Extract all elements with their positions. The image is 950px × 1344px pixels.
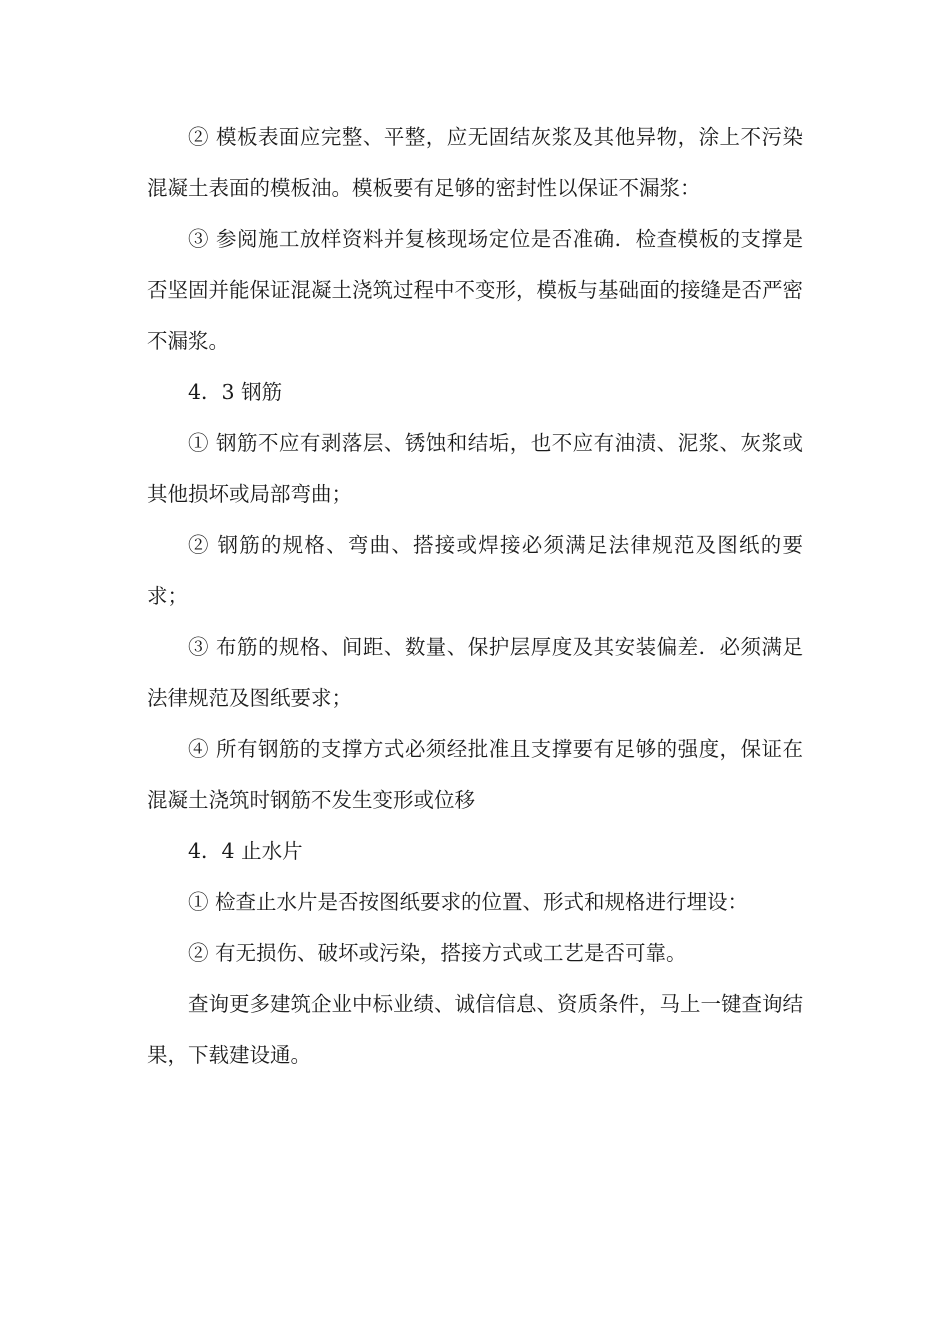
- paragraph-formwork-support: ③ 参阅施工放样资料并复核现场定位是否准确．检查模板的支撑是否坚固并能保证混凝土浇筑过程中不变形，模板与基础面的接缝是否严密不漏浆。: [147, 227, 803, 353]
- paragraph-rebar-spec: ② 钢筋的规格、弯曲、搭接或焊接必须满足法律规范及图纸的要求；: [147, 533, 803, 608]
- paragraph-rebar-layout: ③ 布筋的规格、间距、数量、保护层厚度及其安装偏差．必须满足法律规范及图纸要求；: [147, 635, 803, 710]
- paragraph-formwork-surface: ② 模板表面应完整、平整，应无固结灰浆及其他异物，涂上不污染混凝土表面的模板油。模板要有足够的密封性以保证不漏浆：: [147, 125, 803, 200]
- paragraph-waterstop-damage: ② 有无损伤、破坏或污染，搭接方式或工艺是否可靠。: [188, 941, 687, 965]
- paragraph-rebar-condition: ① 钢筋不应有剥落层、锈蚀和结垢，也不应有油渍、泥浆、灰浆或其他损坏或局部弯曲；: [147, 431, 803, 506]
- section-heading-waterstop: 4．4 止水片: [188, 839, 303, 863]
- document-body: [147, 112, 803, 1081]
- paragraph-waterstop-check: ① 检查止水片是否按图纸要求的位置、形式和规格进行埋设：: [188, 890, 749, 914]
- paragraph-rebar-support: ④ 所有钢筋的支撑方式必须经批准且支撑要有足够的强度，保证在混凝土浇筑时钢筋不发生变形或位移: [147, 737, 803, 812]
- section-heading-rebar: 4．3 钢筋: [188, 380, 283, 404]
- paragraph-footer-note: 查询更多建筑企业中标业绩、诚信信息、资质条件，马上一键查询结果，下载建设通。: [147, 992, 803, 1067]
